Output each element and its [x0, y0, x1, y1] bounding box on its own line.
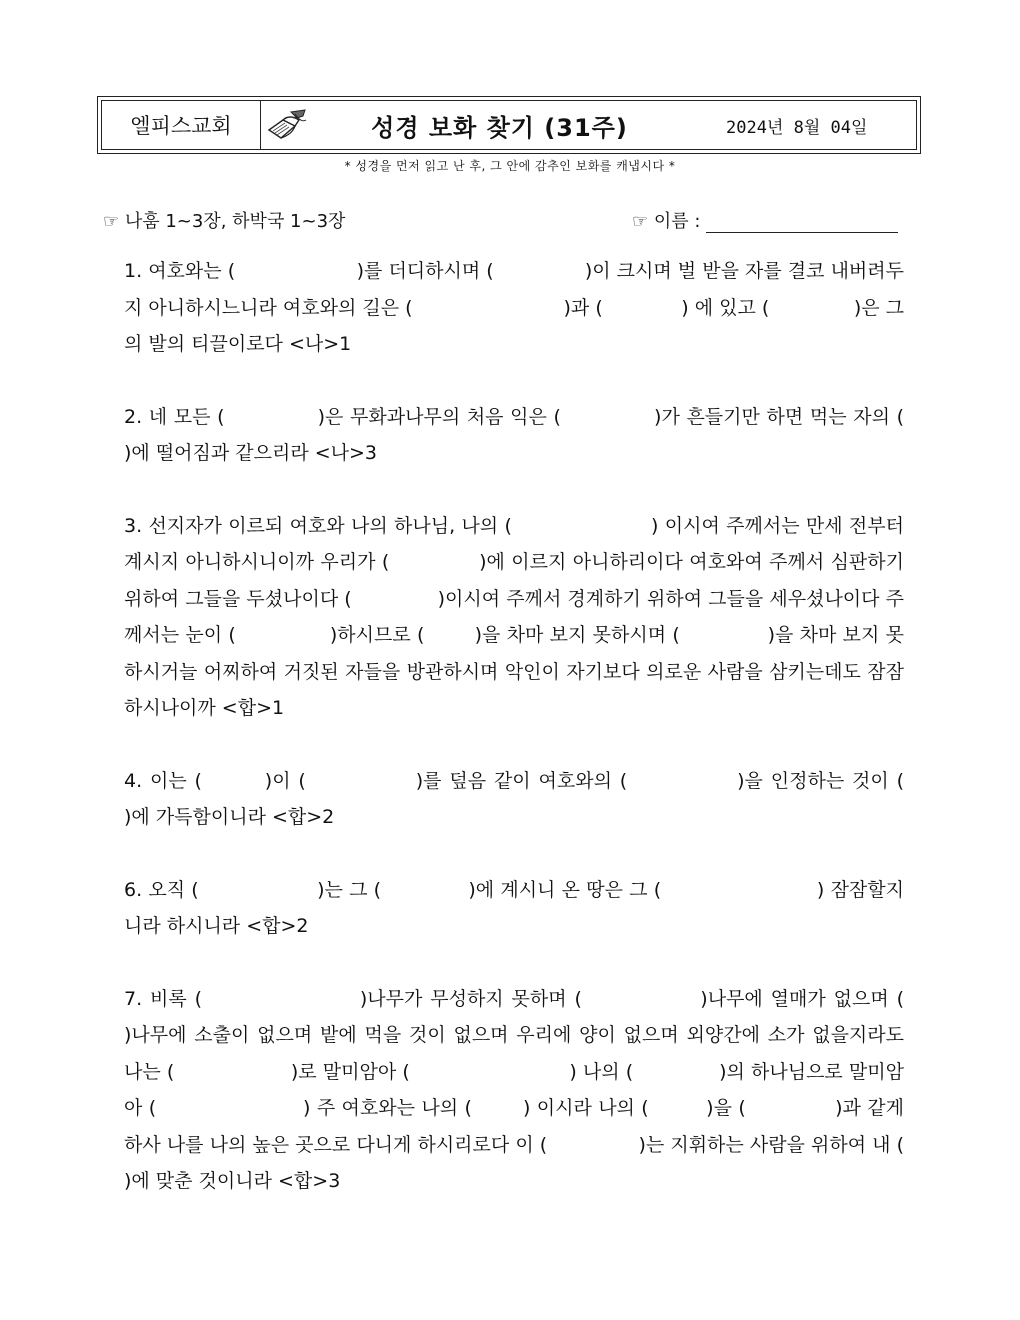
church-name: 엘피스교회 [102, 101, 261, 149]
header-box [97, 96, 921, 154]
question-7: 7. 비록 ( )나무가 무성하지 못하며 ( )나무에 열매가 없으며 ( )나무에 소출이 없으며 밭에 먹을 것이 없으며 우리에 양이 없으며 외양간에 소가 없을지라도 나는 ( )로 말미암아 ( ) 나의 ( )의 하나님으로 말미암아 ( ) 주 여호와는 나의 ( ) 이시라 나의 ( )을 ( )과 같게 하사 나를 나의 높은 곳으로 다니게 하시리로다 이 ( )는 지휘하는 사람을 위하여 내 ( )에 맞춘 것이니라 <합>3 [124, 987, 989, 1192]
scripture-range: ☞ 나훔 1~3장, 하박국 1~3장 [103, 211, 346, 232]
question-4: 4. 이는 ( )이 ( )를 덮음 같이 여호와의 ( )을 인정하는 것이 ( )에 가득함이니라 <합>2 [124, 769, 989, 828]
instruction-subtitle: * 성경을 먼저 읽고 난 후, 그 안에 감추인 보화를 캐냅시다 * [344, 159, 676, 173]
question-2: 2. 네 모든 ( )은 무화과나무의 처음 익은 ( )가 흔들기만 하면 먹는 자의 ( )에 떨어짐과 같으리라 <나>3 [124, 405, 959, 464]
name-input-line[interactable] [706, 210, 898, 233]
question-list [124, 253, 989, 1236]
name-label: ☞ 이름 : [632, 211, 701, 232]
question-3: 3. 선지자가 이르되 여호와 나의 하나님, 나의 ( ) 이시여 주께서는 만세 전부터 계시지 아니하시니이까 우리가 ( )에 이르지 아니하리이다 여호와여 주께서 심판하기 위하여 그들을 두셨나이다 ( )이시여 주께서 경계하기 위하여 그들을 세우셨나이다 주께서는 눈이 ( )하시므로 ( )을 차마 보지 못하시며 ( )을 차마 보지 못하시거늘 어찌하여 거짓된 자들을 방관하시며 악인이 자기보다 의로운 사람을 삼키는데도 잠잠하시나이까 <합>1 [124, 514, 911, 719]
question-1: 1. 여호와는 ( )를 더디하시며 ( )이 크시며 벌 받을 자를 결코 내버려두지 아니하시느니라 여호와의 길은 ( )과 ( ) 에 있고 ( )은 그의 발의 티끌이로다 <나>1 [124, 260, 904, 355]
header-inner [101, 100, 917, 150]
name-field-row [632, 207, 898, 233]
question-6: 6. 오직 ( )는 그 ( )에 계시니 온 땅은 그 ( ) 잠잠할지니라 하시니라 <합>2 [124, 878, 904, 937]
date-label: 2024년 8월 04일 [726, 117, 868, 138]
page-title: 성경 보화 찾기 (31주) [371, 113, 628, 142]
open-book-icon [261, 108, 313, 142]
